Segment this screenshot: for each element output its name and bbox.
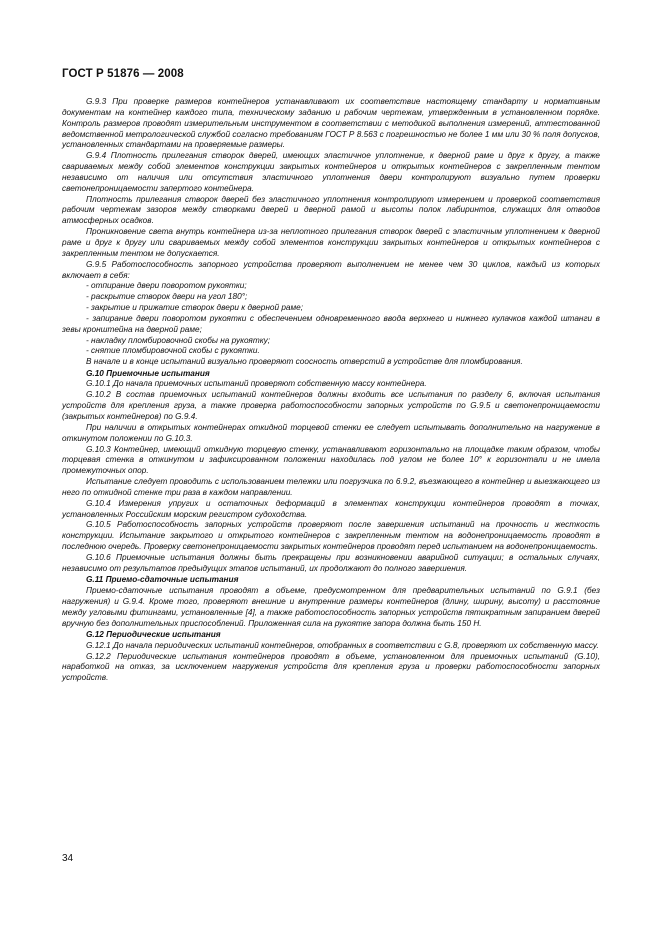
paragraph: G.9.5 Работоспособность запорного устройства проверяют выполнением не менее чем 30 циклов, каждый из которых включает в себя: — [62, 259, 600, 280]
paragraph: - запирание двери поворотом рукоятки с обеспечением одновременного ввода верхнего и нижнего кулачков каждой штанги в зевы кронштейна на дверной раме; — [62, 313, 600, 334]
paragraph: G.10.5 Работоспособность запорных устройств проверяют после завершения испытаний на прочность и жесткость конструкции. Испытание закрытого и открытого контейнеров с закрепленным тентом на водонепроницаемость проводят в последнюю очередь. Проверку светонепроницаемости закрытых контейнеров проводят перед испытанием на водонепроницаемость. — [62, 520, 600, 552]
paragraph: G.12.2 Периодические испытания контейнеров проводят в объеме, установленном для приемочных испытаний (G.10), наработкой на отказ, за исключением нагружения устройств для крепления груза и проверки работоспособности запорных устройств. — [62, 651, 600, 683]
paragraph: G.10.1 До начала приемочных испытаний проверяют собственную массу контейнера. — [86, 379, 427, 389]
paragraph: Приемо-сдаточные испытания проводят в объеме, предусмотренном для предварительных испытаний по G.9.1 (без нагружения) и G.9.4. Кроме того, проверяют внешние и внутренние размеры контейнеров (длину, ширину, высоту) и расстояние между угловыми фитингами, установленные [4], а также работоспособность запорных устройств пятикратным запиранием дверей вручную без дополнительных приспособлений. Приложенная сила на рукоятке запора должна быть 150 Н. — [62, 585, 600, 628]
list-item: - снятие пломбировочной скобы с рукоятки. — [86, 346, 260, 356]
paragraph: G.9.3 При проверке размеров контейнеров устанавливают их соответствие настоящему стандарту и нормативным документам на контейнер каждого типа, техническому заданию и рабочим чертежам, утвержденным в установленном порядке. Контроль размеров проводят измерительным инструментом в соответствии с методикой выполнения измерений, аттестованной ведомственной метрологической службой согласно требованиям ГОСТ Р 8.563 с погрешностью не более 1 мм или 30 % поля допусков, установленных стандартами на проверяемые размеры. — [62, 97, 600, 150]
paragraph: При наличии в открытых контейнерах откидной торцевой стенки ее следует испытывать дополнительно на нагружение в откинутом положении по G.10.3. — [62, 422, 600, 443]
section-heading: G.12 Периодические испытания — [86, 629, 221, 639]
paragraph: G.10.2 В состав приемочных испытаний контейнеров должны входить все испытания по разделу 6, включая испытания устройств для крепления груза, а также проверка работоспособности запорных устройств по G.9.5 и светонепроницаемости (закрытых контейнеров) по G.9.4. — [62, 390, 600, 421]
paragraph: Плотность прилегания створок дверей без эластичного уплотнения контролируют измерением и проверкой соответствия рабочим чертежам зазоров между створками дверей и дверной рамой и высоты полок лабиринтов, служащих для отводов атмосферных осадков. — [62, 194, 600, 226]
section-heading: G.10 Приемочные испытания — [86, 368, 210, 378]
paragraph: В начале и в конце испытаний визуально проверяют соосность отверстий в устройстве для пломбирования. — [86, 357, 523, 367]
paragraph: G.10.4 Измерения упругих и остаточных деформаций в элементах конструкции контейнеров проводят в точках, установленных Российским морским регистром судоходства. — [62, 498, 600, 519]
paragraph: G.9.4 Плотность прилегания створок дверей, имеющих эластичное уплотнение, к дверной раме и друг к другу, а также свариваемых между собой элементов конструкции закрытых контейнеров и открытых контейнеров с закрепленным тентом независимо от наличия или отсутствия эластичного уплотнения двери контролируют визуально путем проверки светонепроницаемости запертого контейнера. — [62, 151, 600, 193]
page-number: 34 — [62, 853, 74, 864]
list-item: - накладку пломбировочной скобы на рукоятку; — [86, 335, 271, 345]
list-item: - отпирание двери поворотом рукоятки; — [86, 281, 247, 291]
paragraph: G.10.6 Приемочные испытания должны быть прекращены при возникновении аварийной ситуации; в остальных случаях, независимо от результатов предыдущих этапов испытаний, их продолжают до полного завершения. — [62, 552, 600, 573]
paragraph: G.10.3 Контейнер, имеющий откидную торцевую стенку, устанавливают горизонтально на площадке таким образом, чтобы торцевая стенка в откинутом и зафиксированном положении находилась под углом не более 10° к горизонтали и не имела промежуточных опор. — [62, 444, 600, 476]
paragraph: Проникновение света внутрь контейнера из-за неплотного прилегания створок дверей с эластичным уплотнением к дверной раме и друг к другу или свариваемых между собой элементов конструкции закрытых контейнеров и открытых контейнеров с закрепленным тентом не допускается. — [62, 227, 600, 258]
section-heading: G.11 Приемо-сдаточные испытания — [86, 575, 239, 585]
list-item: - закрытие и прижатие створок двери к дверной раме; — [86, 303, 304, 313]
paragraph: G.12.1 До начала периодических испытаний контейнеров, отобранных в соответствии с G.8, проверяют их собственную массу. — [86, 640, 599, 650]
paragraph: Испытание следует проводить с использованием тележки или погрузчика по 6.9.2, въезжающего в контейнер и выезжающего из него по откидной стенке три раза в каждом направлении. — [62, 477, 600, 497]
list-item: - раскрытие створок двери на угол 180°; — [86, 292, 248, 302]
document-header: ГОСТ Р 51876 — 2008 — [62, 68, 184, 80]
document-body — [62, 97, 600, 684]
